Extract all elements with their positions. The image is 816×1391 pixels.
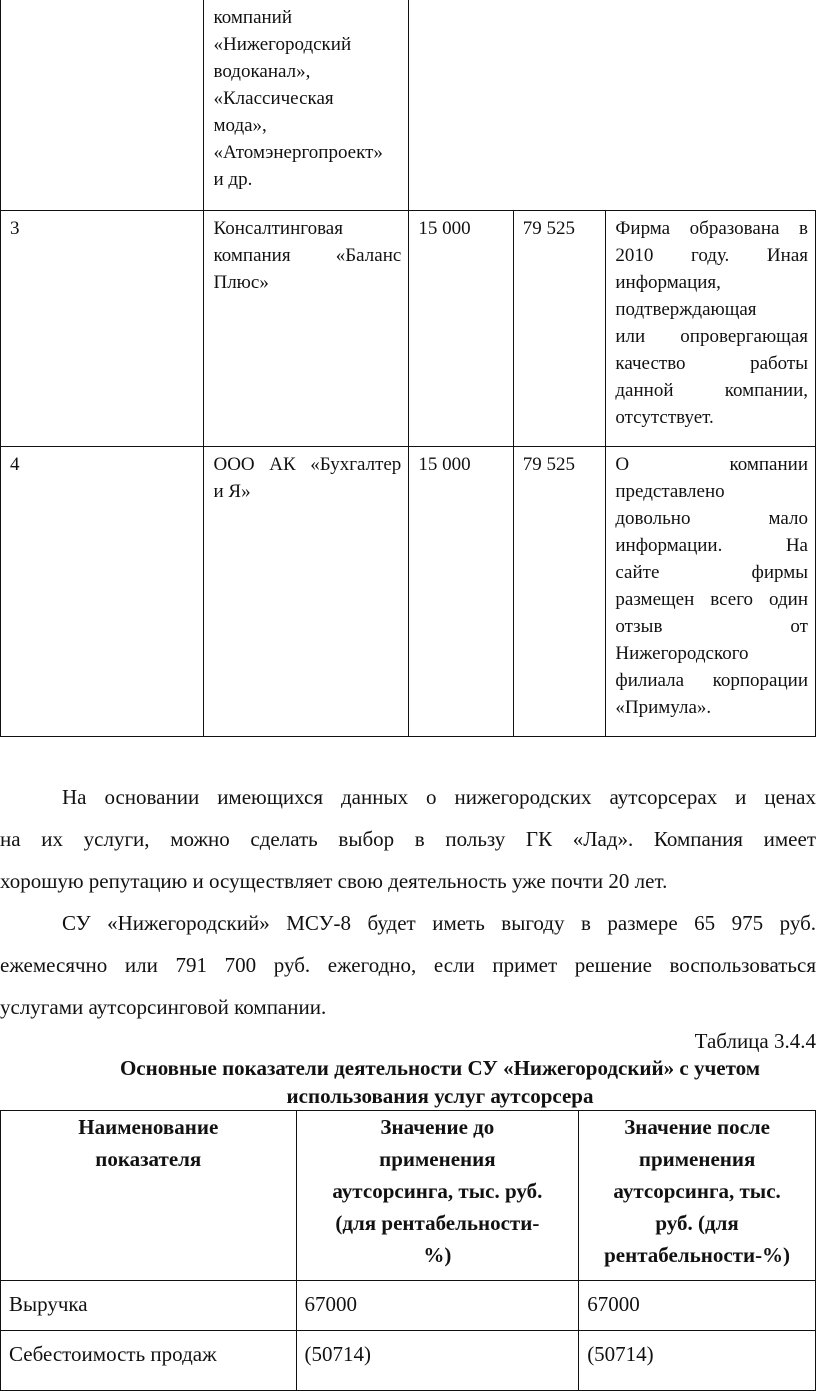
paragraph-line: услугами аутсорсинговой компании. xyxy=(0,995,327,1019)
name-line: Плюс» xyxy=(213,271,269,293)
name-line: компания «Баланс xyxy=(213,244,402,266)
cell-continued-blank xyxy=(1,0,204,210)
indicators-table xyxy=(0,1110,816,1391)
note-line: сайте фирмы xyxy=(615,561,808,583)
indicator-name: Себестоимость продаж xyxy=(1,1331,297,1391)
note-line: информации. На xyxy=(615,534,808,556)
price-year: 79 525 xyxy=(513,446,606,736)
price-min: 15 000 xyxy=(409,210,513,446)
header-line: Наименование xyxy=(78,1115,219,1139)
table-row xyxy=(1,1331,816,1391)
table-title xyxy=(0,1054,816,1110)
note-line: качество работы xyxy=(615,352,808,374)
note-line: филиала корпорации xyxy=(615,669,808,691)
header-indicator-name xyxy=(1,1111,297,1281)
row-number: 3 xyxy=(1,210,204,446)
note-line: подтверждающая xyxy=(615,298,757,320)
paragraph-line: На основании имеющихся данных о нижегородских аутсорсерах и ценах xyxy=(62,785,816,809)
name-line: «Классическая xyxy=(213,88,334,109)
indicator-name: Выручка xyxy=(1,1281,297,1331)
table-header-row xyxy=(1,1111,816,1281)
name-line: водоканал», xyxy=(213,61,311,82)
company-name xyxy=(204,446,409,736)
paragraph-line: на их услуги, можно сделать выбор в пользу ГК «Лад». Компания имеет xyxy=(0,827,816,851)
note-line: размещен всего один xyxy=(615,588,808,610)
company-note xyxy=(606,210,816,446)
table-row xyxy=(1,210,816,446)
note-line: отсутствует. xyxy=(615,406,714,428)
note-line: 2010 году. Иная xyxy=(615,244,808,266)
paragraph-line: СУ «Нижегородский» МСУ-8 будет иметь выгоду в размере 65 975 руб. xyxy=(62,911,816,935)
value-before: 67000 xyxy=(296,1281,579,1331)
name-line: мода», xyxy=(213,115,267,136)
note-line: «Примула». xyxy=(615,696,712,718)
header-line: Значение до xyxy=(380,1115,495,1139)
price-min: 15 000 xyxy=(409,446,513,736)
header-line: аутсорсинга, тыс. xyxy=(613,1179,781,1203)
header-line: рентабельности-%) xyxy=(604,1243,791,1267)
note-line: данной компании, xyxy=(615,379,808,401)
table-title-line: использования услуг аутсорсера xyxy=(286,1084,594,1108)
note-line: информация, xyxy=(615,271,721,293)
header-line: применения xyxy=(379,1147,496,1171)
note-line: представлено xyxy=(615,480,725,502)
table-row xyxy=(1,0,816,210)
table-row xyxy=(1,446,816,736)
table-caption: Таблица 3.4.4 xyxy=(694,1029,816,1053)
price-year: 79 525 xyxy=(513,210,606,446)
table-title-line: Основные показатели деятельности СУ «Нижегородский» с учетом xyxy=(119,1056,761,1080)
note-line: Фирма образована в xyxy=(615,217,808,239)
row-number: 4 xyxy=(1,446,204,736)
paragraph-line: ежемесячно или 791 700 руб. ежегодно, если примет решение воспользоваться xyxy=(0,953,816,977)
company-name xyxy=(204,210,409,446)
name-line: и др. xyxy=(213,169,253,190)
header-line: Значение после xyxy=(624,1115,770,1139)
name-line: Консалтинговая xyxy=(213,217,343,239)
header-line: руб. (для xyxy=(655,1211,739,1235)
value-after: (50714) xyxy=(579,1331,816,1391)
header-line: %) xyxy=(423,1243,452,1267)
cell-empty xyxy=(409,0,816,210)
note-line: отзыв от xyxy=(615,615,808,637)
note-line: довольно мало xyxy=(615,507,808,529)
name-line: «Атомэнергопроект» xyxy=(213,142,383,163)
note-line: или опровергающая xyxy=(615,325,808,347)
paragraph-line: хорошую репутацию и осуществляет свою деятельность уже почти 20 лет. xyxy=(0,869,668,893)
header-value-before xyxy=(296,1111,579,1281)
note-line: Нижегородского xyxy=(615,642,749,664)
header-value-after xyxy=(579,1111,816,1281)
table-row xyxy=(1,1281,816,1331)
value-before: (50714) xyxy=(296,1331,579,1391)
company-note xyxy=(606,446,816,736)
name-line: ООО АК «Бухгалтер xyxy=(213,453,402,475)
header-line: аутсорсинга, тыс. руб. xyxy=(332,1179,543,1203)
header-line: применения xyxy=(638,1147,756,1171)
name-line: и Я» xyxy=(213,480,251,502)
header-line: (для рентабельности- xyxy=(335,1211,540,1235)
paragraph-conclusion xyxy=(0,776,816,902)
header-line: показателя xyxy=(95,1147,202,1171)
cell-continued-name xyxy=(204,0,409,210)
name-line: компаний xyxy=(213,7,293,28)
note-line: О компании xyxy=(615,453,808,475)
paragraph-benefit xyxy=(0,902,816,1028)
name-line: «Нижегородский xyxy=(213,34,352,55)
value-after: 67000 xyxy=(579,1281,816,1331)
